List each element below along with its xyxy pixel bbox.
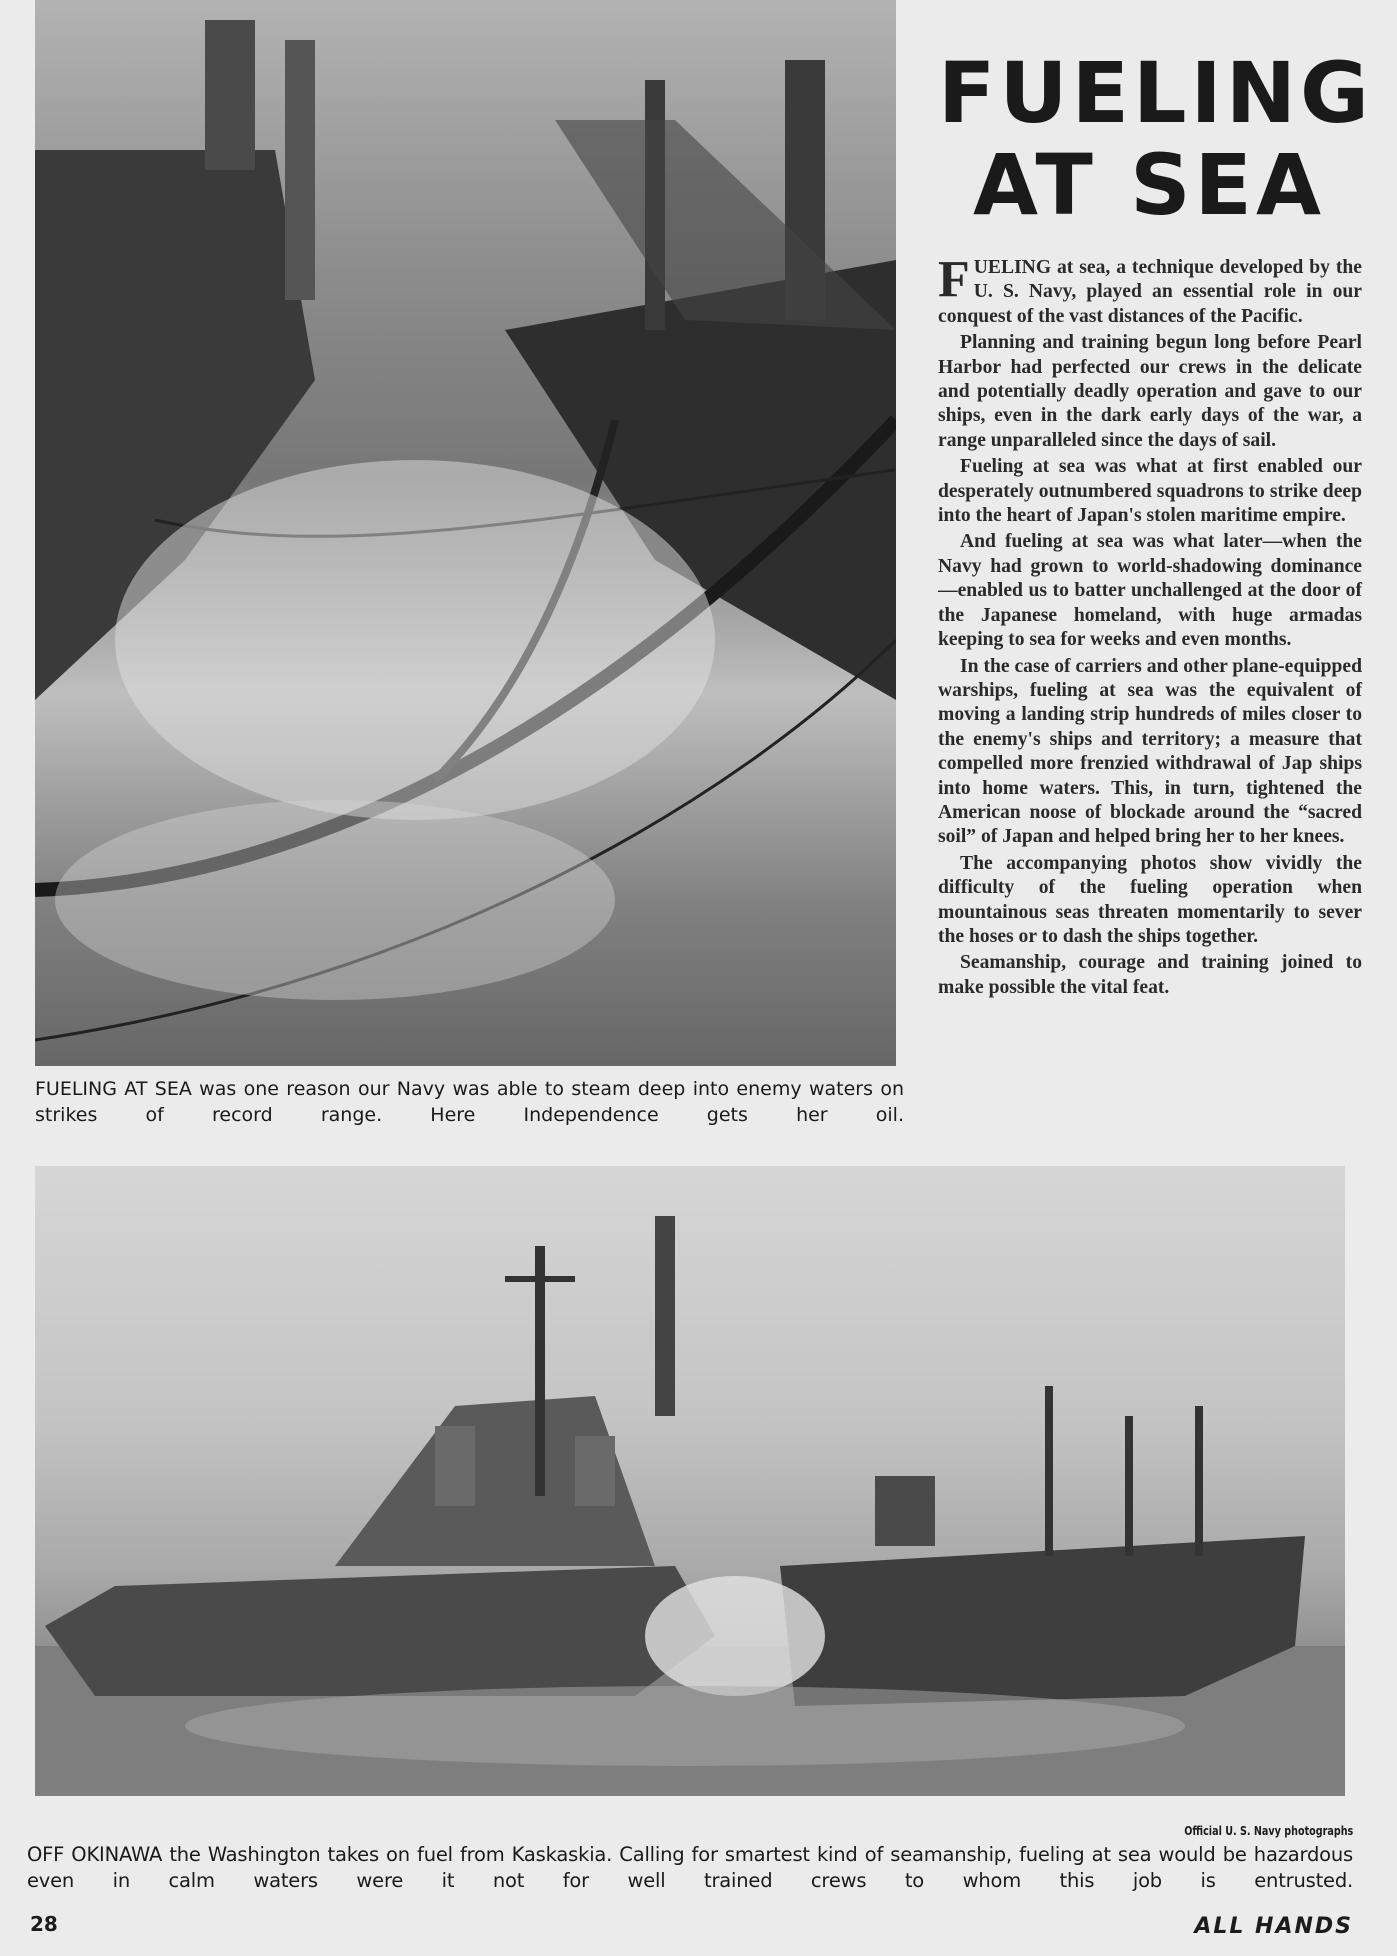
article-paragraph: Planning and training begun long before Pearl Harbor had perfected our crews in the delicate and potentially deadly operation and gave to our ships, even in the dark early days of the war, a range unparalleled since the days of sail. (938, 332, 1362, 451)
caption-text: was one reason our Navy was able to steam deep into enemy waters on strikes of record range. Here Independence gets her oil. (35, 1078, 904, 1126)
article-paragraph: In the case of carriers and other plane-equipped warships, fueling at sea was the equivalent of moving a landing strip hundreds of miles closer to the enemy's ships and territory; a measure that compelled more frenzied withdrawal of Jap ships into home waters. This, in turn, tightened the American noose of blockade around the “sacred soil” of Japan and helped bring her to her knees. (938, 655, 1362, 848)
article-body (938, 251, 1362, 1002)
article-paragraph: The accompanying photos show vividly the difficulty of the fueling operation when mountainous seas threaten momentarily to sever the hoses or to dash the ships together. (938, 852, 1362, 947)
ship-photo-illustration (35, 1166, 1345, 1796)
drop-cap: F (938, 251, 970, 308)
article-paragraph (938, 251, 1362, 329)
article-paragraph: Seamanship, courage and training joined to make possible the vital feat. (938, 952, 1362, 998)
article-title-line-1: FUELING (938, 44, 1373, 142)
caption-lead: FUELING AT SEA (35, 1078, 192, 1100)
bottom-photo-caption (27, 1842, 1353, 1894)
article-paragraph: And fueling at sea was what later—when the Navy had grown to world-shadowing dominance—enabled us to batter unchallenged at the door of the Japanese homeland, with huge armadas keeping to sea for weeks and even months. (938, 531, 1362, 651)
article-paragraph: Fueling at sea was what at first enabled our desperately outnumbered squadrons to strike deep into the heart of Japan's stolen maritime empire. (938, 456, 1362, 527)
caption-lead: OFF OKINAWA (27, 1843, 163, 1866)
article-title-line-2: AT SEA (973, 136, 1325, 234)
paragraph-text: UELING at sea, a technique developed by the U. S. Navy, played an essential role in our conquest of the vast distances of the Pacific. (938, 257, 1362, 327)
photo-credit: Official U. S. Navy photographs (1183, 1824, 1353, 1838)
photo-fueling-independence (35, 0, 896, 1066)
photo-washington-kaskaskia (35, 1166, 1345, 1796)
caption-text: the Washington takes on fuel from Kaskaskia. Calling for smartest kind of seamanship, fueling at sea would be hazardous even in calm waters were it not for well trained crews to whom this job is entrusted. (27, 1843, 1353, 1892)
magazine-name: ALL HANDS (1194, 1914, 1353, 1939)
top-photo-caption (35, 1076, 904, 1128)
page-number: 28 (30, 1912, 58, 1936)
ship-photo-illustration (35, 0, 896, 1066)
